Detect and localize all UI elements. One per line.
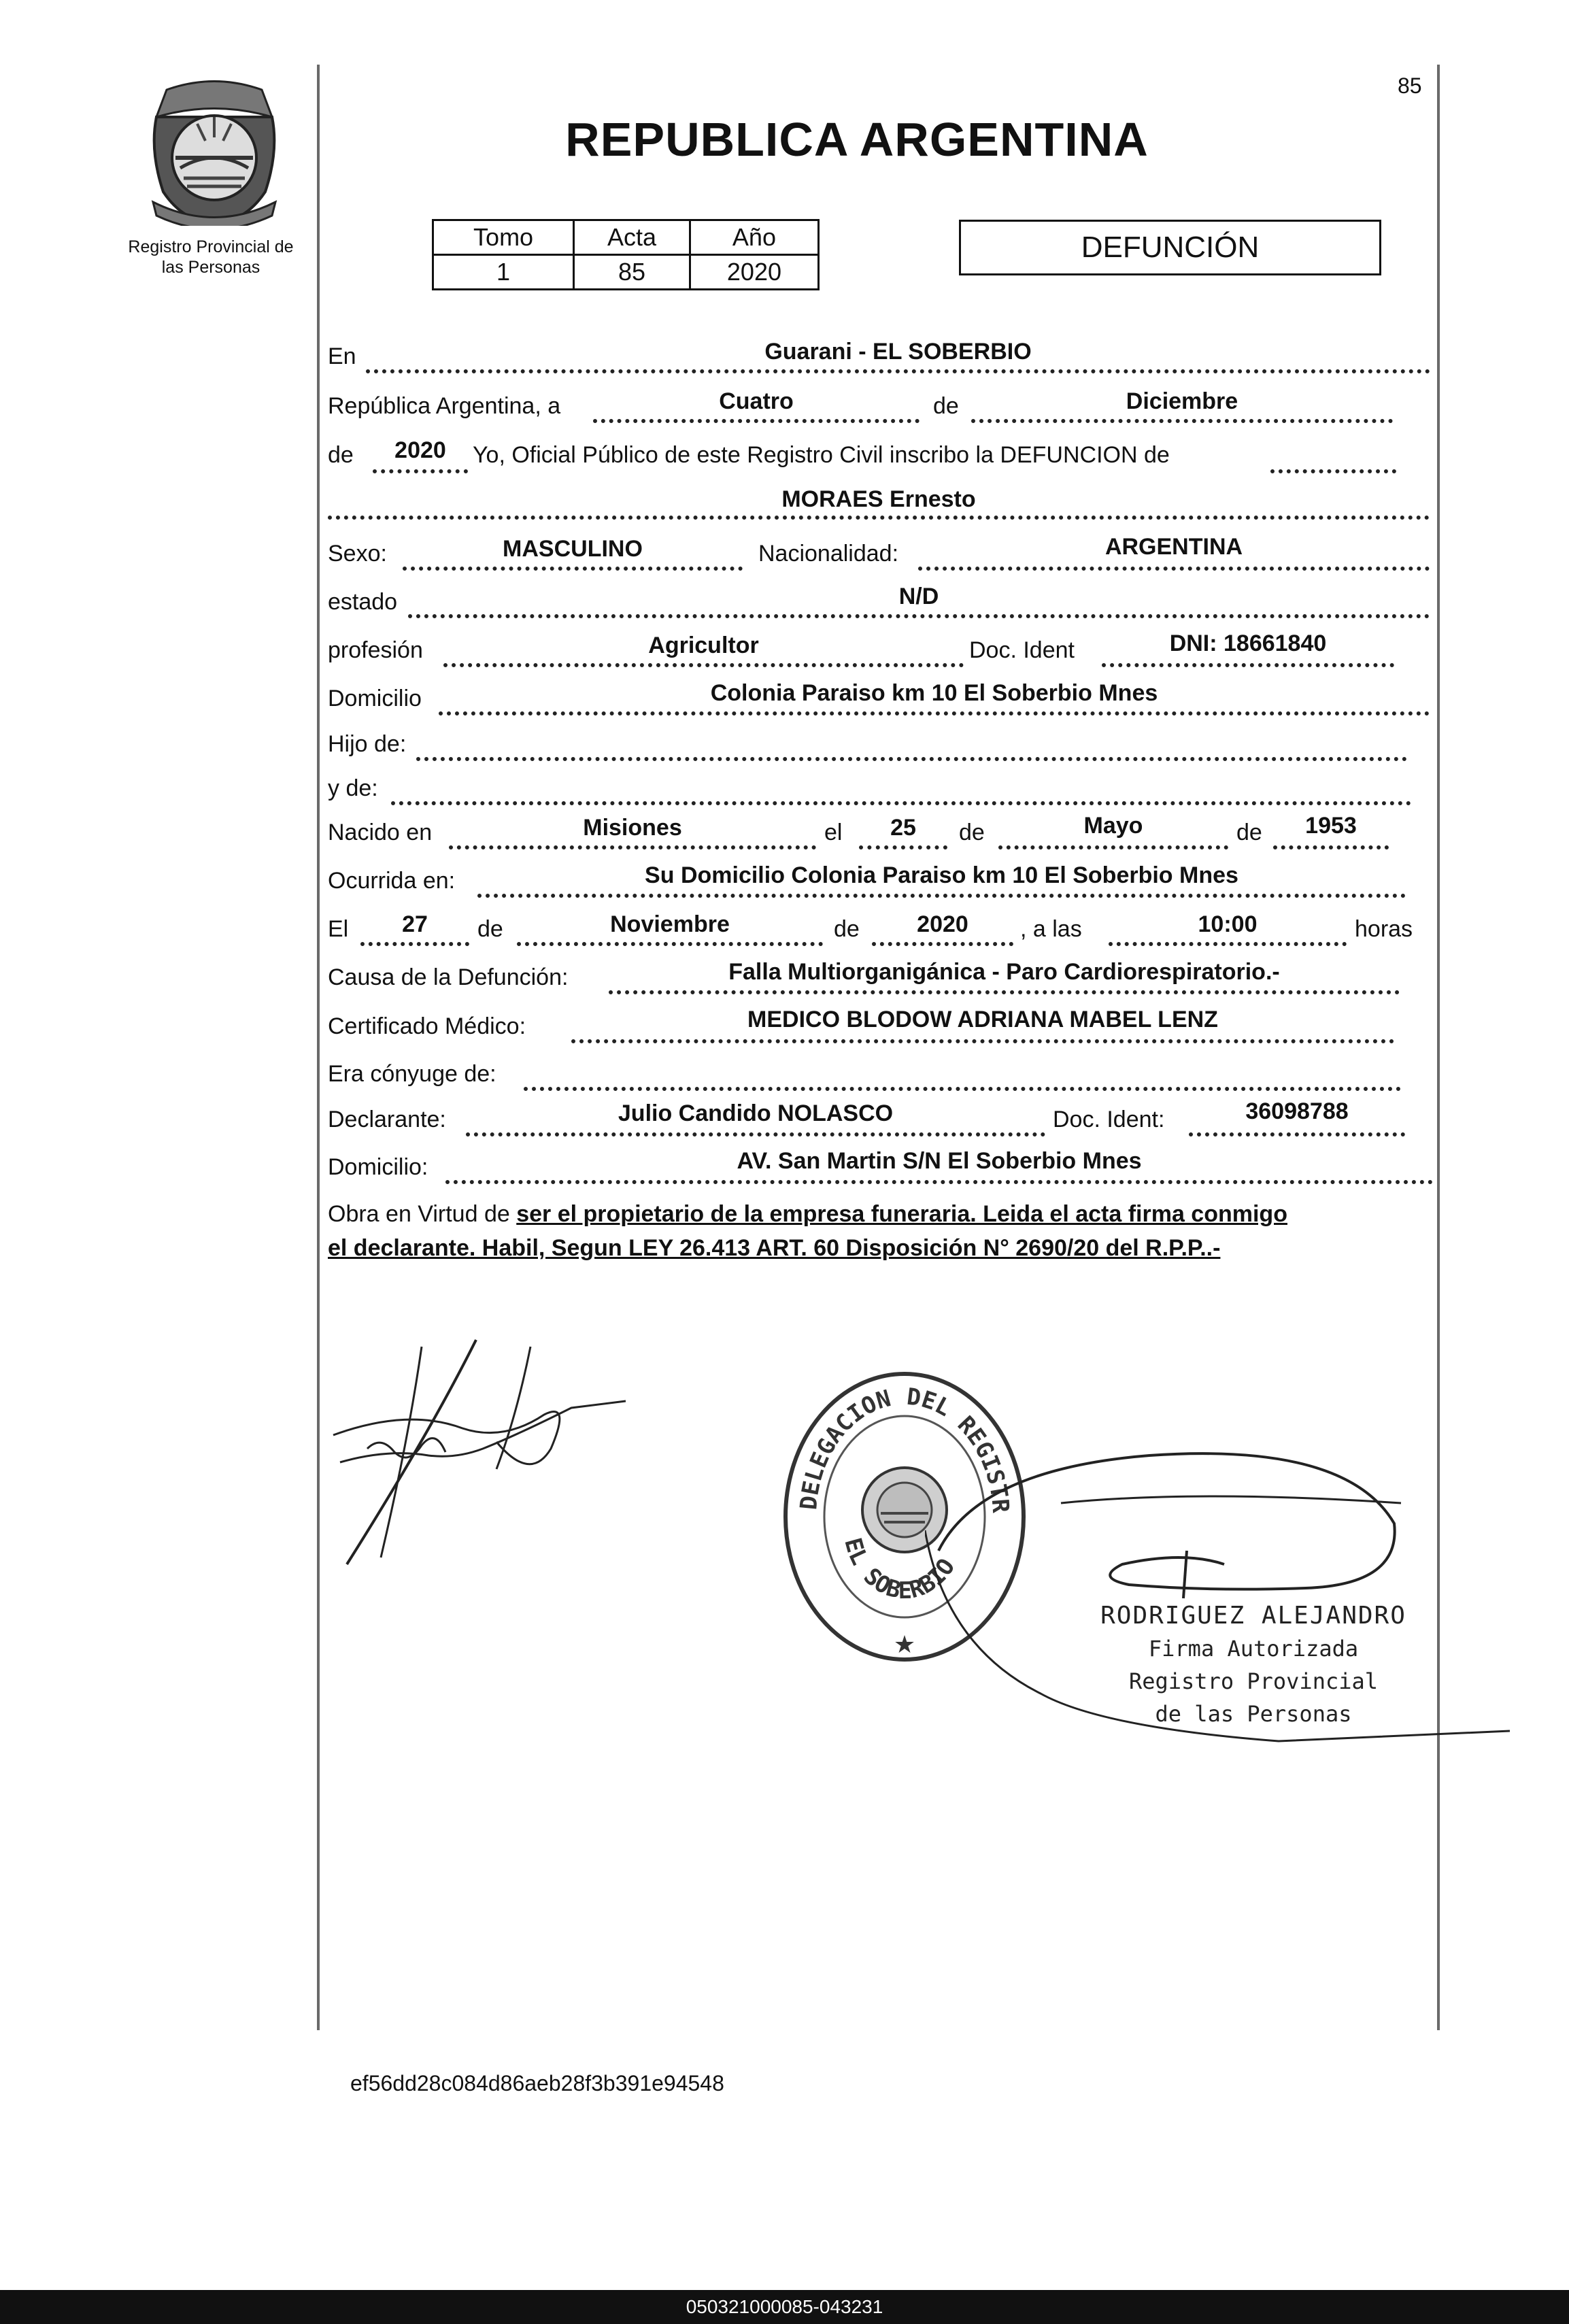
lugar-value: Guarani - EL SOBERBIO [764,339,1032,365]
nacido-dia-line [859,845,947,849]
domicilio2-label: Domicilio: [328,1154,428,1180]
republica-label: República Argentina, a [328,393,561,419]
en-label: En [328,343,356,369]
document-type-box [959,220,1381,275]
domicilio-value: Colonia Paraiso km 10 El Soberbio Mnes [710,680,1158,706]
conyuge-line [524,1087,1401,1091]
doc-ident-line [1102,663,1394,667]
value-anio: 2020 [690,255,818,290]
nombre-line [328,516,1430,520]
nacido-label: Nacido en [328,820,433,845]
sexo-value: MASCULINO [503,536,643,562]
mes-line [971,419,1393,423]
profesion-label: profesión [328,637,423,663]
nacido-mes-line [998,845,1228,849]
header-acta: Acta [574,220,690,255]
doc-ident2-label: Doc. Ident: [1053,1107,1165,1132]
page-title: REPUBLICA ARGENTINA [565,113,1149,166]
obra-paragraph [328,1197,1433,1265]
obra-line2: el declarante. Habil, Segun LEY 26.413 ART. 60 Disposición N° 2690/20 del R.P.P..- [328,1235,1221,1261]
declarante-doc-value: 36098788 [1245,1098,1349,1124]
signatory-name: RODRIGUEZ ALEJANDRO [1100,1602,1406,1630]
signatory-stamp [1080,1600,1427,1730]
doc-ident-label: Doc. Ident [969,637,1075,663]
nacido-lugar-line [449,845,816,849]
ocurrida-label: Ocurrida en: [328,868,456,894]
ocurrida-line [477,894,1406,898]
hijo-line [416,757,1407,761]
signatory-line2: Registro Provincial [1128,1668,1379,1694]
de-label-6: de [834,916,860,942]
nacionalidad-label: Nacionalidad: [758,541,899,567]
de-label-1: de [933,393,959,419]
signatory-line3: de las Personas [1155,1701,1352,1727]
dia-value: Cuatro [719,388,794,414]
estado-label: estado [328,589,398,615]
def-mes-line [517,942,823,946]
nacido-mes-value: Mayo [1083,813,1143,839]
record-table-header-row [433,220,819,255]
de-label-3: de [959,820,985,845]
horas-label: horas [1355,916,1413,942]
certificado-label: Certificado Médico: [328,1013,526,1039]
causa-label: Causa de la Defunción: [328,964,569,990]
def-hora-line [1109,942,1347,946]
de-label-4: de [1236,820,1262,845]
def-mes-value: Noviembre [610,911,730,937]
header-tomo: Tomo [433,220,574,255]
anio-value: 2020 [394,437,446,463]
hijo-label: Hijo de: [328,731,407,757]
estado-value: N/D [898,584,939,609]
oficial-text: Yo, Oficial Público de este Registro Civil inscribo la DEFUNCION de [473,442,1170,468]
declarante-doc-line [1189,1132,1405,1136]
header-anio: Año [690,220,818,255]
certificado-value: MEDICO BLODOW ADRIANA MABEL LENZ [747,1007,1218,1032]
domicilio-label: Domicilio [328,686,422,711]
record-table [432,219,820,290]
nacido-anio-value: 1953 [1305,813,1357,839]
def-dia-value: 27 [402,911,428,937]
El-label: El [328,916,349,942]
de-label-5: de [477,916,503,942]
value-tomo: 1 [433,255,574,290]
declarante-domicilio-line [445,1180,1433,1184]
seal-outer-text: DELEGACION DEL REGISTR [795,1383,1015,1514]
nacionalidad-value: ARGENTINA [1104,534,1243,560]
nacionalidad-line [918,567,1430,571]
nombre-value: MORAES Ernesto [781,486,976,512]
mes-value: Diciembre [1126,388,1238,414]
record-table-value-row [433,255,819,290]
declarante-value: Julio Candido NOLASCO [618,1100,894,1126]
document-type-label: DEFUNCIÓN [1081,231,1260,264]
province-logo [143,76,286,226]
el-label: el [824,820,843,845]
declarante-line [466,1132,1045,1136]
ocurrida-value: Su Domicilio Colonia Paraiso km 10 El Soberbio Mnes [645,862,1238,888]
def-anio-line [872,942,1013,946]
alas-label: , a las [1020,916,1082,942]
domicilio-line [439,711,1430,715]
anio-line [373,469,468,473]
document-hash: ef56dd28c084d86aeb28f3b391e94548 [350,2071,724,2095]
profesion-value: Agricultor [648,633,759,658]
obra-label: Obra en Virtud de [328,1201,510,1227]
causa-value: Falla Multiorganigánica - Paro Cardiorespiratorio.- [728,959,1280,985]
profesion-line [443,663,964,667]
oficial-tail-line [1270,469,1396,473]
nacido-anio-line [1273,845,1389,849]
seal-star-icon: ★ [893,1630,916,1658]
conyuge-label: Era cónyuge de: [328,1061,496,1087]
yde-line [391,801,1411,805]
def-anio-value: 2020 [917,911,968,937]
declarante-domicilio-value: AV. San Martin S/N El Soberbio Mnes [737,1148,1142,1174]
lugar-line [366,369,1430,373]
signatory-line1: Firma Autorizada [1148,1636,1359,1662]
de-label-2: de [328,442,354,468]
dia-line [593,419,920,423]
doc-ident-value: DNI: 18661840 [1169,630,1327,656]
sexo-line [403,567,743,571]
seal-inner-text: EL SOBERBIO [839,1534,961,1605]
sexo-label: Sexo: [328,541,387,567]
causa-line [609,990,1400,994]
value-acta: 85 [574,255,690,290]
nacido-lugar-value: Misiones [583,815,682,841]
certificado-line [571,1039,1394,1043]
registry-label: Registro Provincial de las Personas [128,237,294,277]
def-hora-value: 10:00 [1198,911,1258,937]
yde-label: y de: [328,775,378,801]
declarant-signature [326,1333,639,1578]
left-margin-line [317,65,320,2030]
estado-line [408,614,1430,618]
nacido-dia-value: 25 [890,815,916,841]
obra-line1: ser el propietario de la empresa funeraria. Leida el acta firma conmigo [516,1201,1287,1227]
page-number: 85 [1398,73,1422,98]
declarante-label: Declarante: [328,1107,446,1132]
def-dia-line [360,942,469,946]
footer-barcode-text: 050321000085-043231 [0,2290,1569,2324]
